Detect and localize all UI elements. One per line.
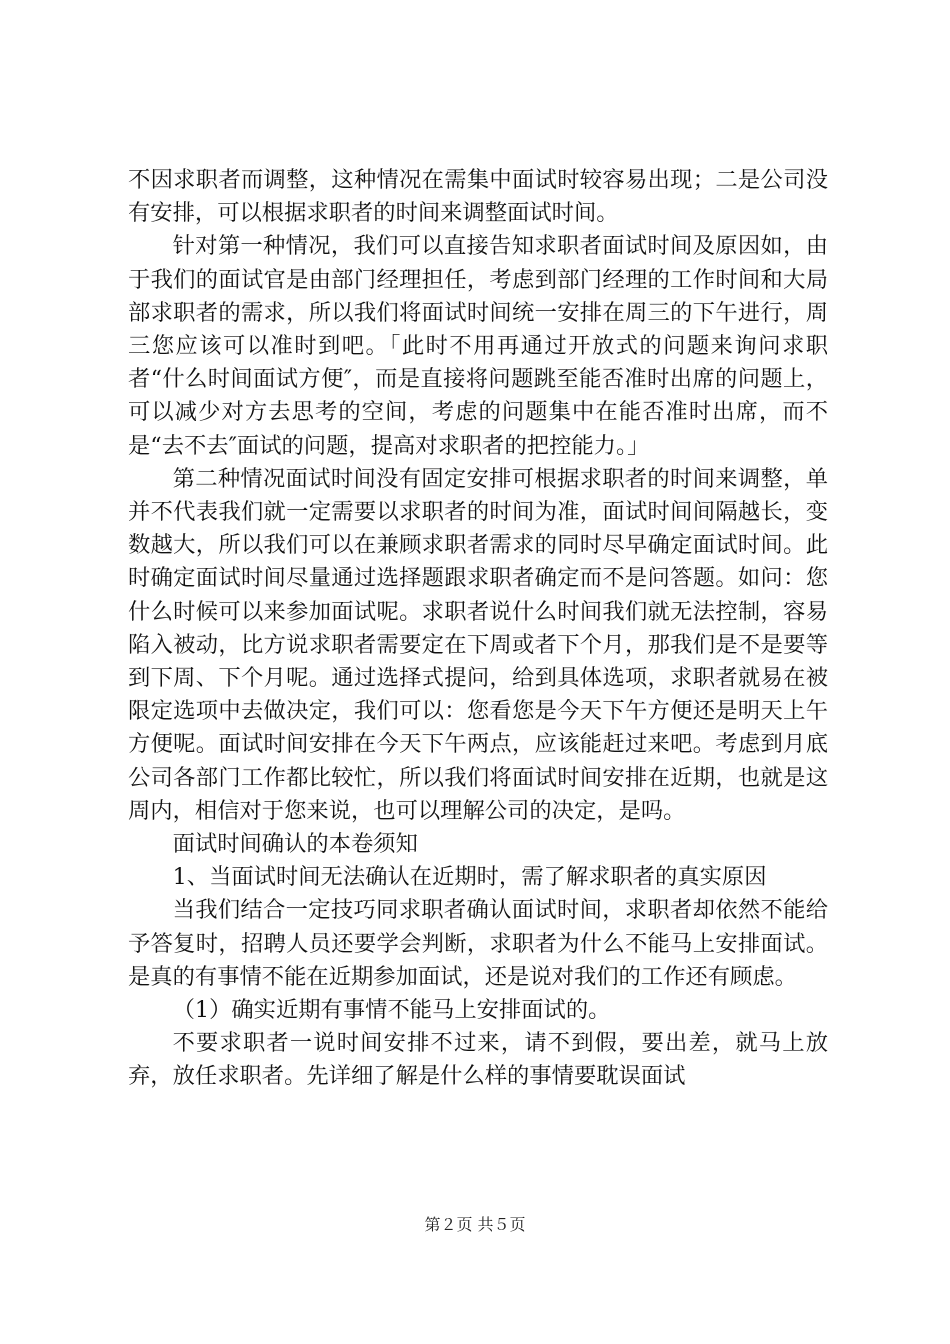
sub-point-1: （1）确实近期有事情不能马上安排面试的。 xyxy=(172,997,611,1024)
paragraph-continuation: 不因求职者而调整，这种情况在需集中面试时较容易出现；二是公司没有安排，可以根据求职者的时间来调整面试时间。 xyxy=(128,167,828,227)
paragraph-judgement: 当我们结合一定技巧同求职者确认面试时间，求职者却依然不能给予答复时，招聘人员还要学会判断，求职者为什么不能马上安排面试。是真的有事情不能在近期参加面试，还是说对我们的工作还有顾虑。 xyxy=(128,897,828,990)
paragraph-first-case: 针对第一种情况，我们可以直接告知求职者面试时间及原因如，由于我们的面试官是由部门经理担任，考虑到部门经理的工作时间和大局部求职者的需求，所以我们将面试时间统一安排在周三的下午进行，周三您应该可以准时到吧。「此时不用再通过开放式的问题来询问求职者“什么时间面试方便″，而是直接将问题跳至能否准时出席的问题上，可以减少对方去思考的空间，考虑的问题集中在能否准时出席，而不是“去不去″面试的问题，提高对求职者的把控能力。」 xyxy=(128,233,828,459)
document-body xyxy=(128,164,828,1094)
section-heading: 面试时间确认的本卷须知 xyxy=(172,831,418,858)
numbered-point-1: 1、当面试时间无法确认在近期时，需了解求职者的真实原因 xyxy=(172,864,767,891)
paragraph-advice: 不要求职者一说时间安排不过来，请不到假，要出差，就马上放弃，放任求职者。先详细了解是什么样的事情要耽误面试 xyxy=(128,1030,828,1090)
paragraph-second-case: 第二种情况面试时间没有固定安排可根据求职者的时间来调整，单并不代表我们就一定需要以求职者的时间为准，面试时间间隔越长，变数越大，所以我们可以在兼顾求职者需求的同时尽早确定面试时间。此时确定面试时间尽量通过选择题跟求职者确定而不是问答题。如问：您什么时候可以来参加面试呢。求职者说什么时间我们就无法控制，容易陷入被动，比方说求职者需要定在下周或者下个月，那我们是不是要等到下周、下个月呢。通过选择式提问，给到具体选项，求职者就易在被限定选项中去做决定，我们可以：您看您是今天下午方便还是明天上午方便呢。面试时间安排在今天下午两点，应该能赶过来吧。考虑到月底公司各部门工作都比较忙，所以我们将面试时间安排在近期，也就是这周内，相信对于您来说，也可以理解公司的决定，是吗。 xyxy=(128,465,828,824)
page-number-footer: 第２页 共５页 xyxy=(424,1215,526,1234)
